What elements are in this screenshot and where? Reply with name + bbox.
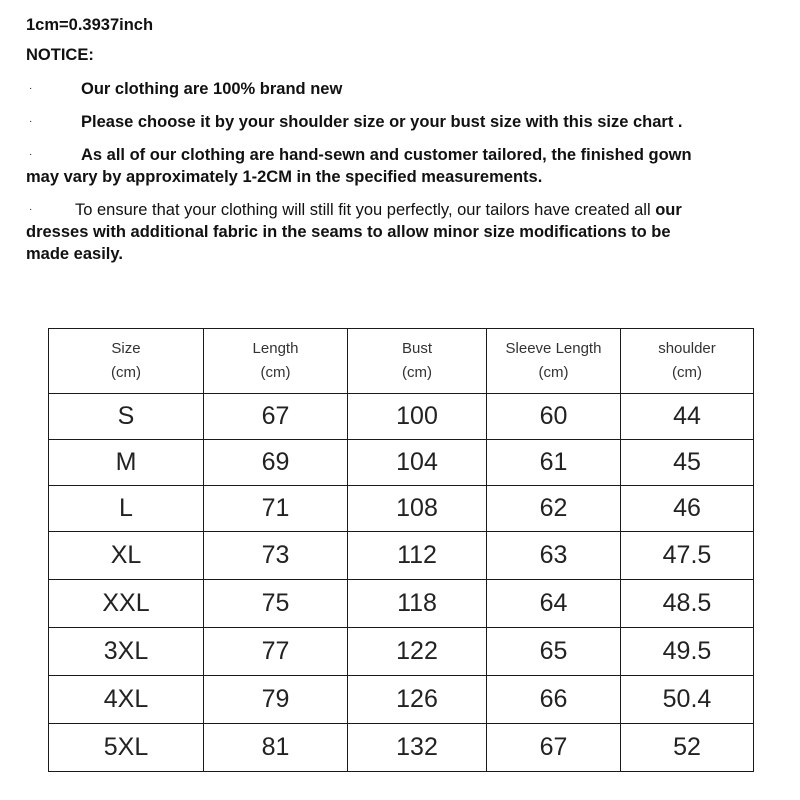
cell-bust: 122 — [348, 628, 487, 676]
cell-sleeve-length: 60 — [487, 394, 621, 440]
cell-length: 69 — [204, 440, 348, 486]
cell-length: 67 — [204, 394, 348, 440]
cell-size: XL — [49, 532, 204, 580]
cell-shoulder: 44 — [621, 394, 754, 440]
cell-bust: 126 — [348, 676, 487, 724]
cell-shoulder: 47.5 — [621, 532, 754, 580]
notice-item — [26, 199, 766, 265]
table-row — [49, 724, 754, 772]
cell-bust: 108 — [348, 486, 487, 532]
notice-item — [26, 144, 766, 188]
cell-length: 75 — [204, 580, 348, 628]
notice-section — [26, 14, 766, 276]
cell-sleeve-length: 66 — [487, 676, 621, 724]
cell-size: 4XL — [49, 676, 204, 724]
cell-size: M — [49, 440, 204, 486]
table-row — [49, 628, 754, 676]
bullet-icon: · — [29, 83, 33, 94]
table-row — [49, 394, 754, 440]
cell-shoulder: 48.5 — [621, 580, 754, 628]
table-row — [49, 532, 754, 580]
cell-size: S — [49, 394, 204, 440]
header-length: Length (cm) — [204, 329, 348, 394]
cell-shoulder: 46 — [621, 486, 754, 532]
cell-bust: 118 — [348, 580, 487, 628]
cell-sleeve-length: 67 — [487, 724, 621, 772]
table-row — [49, 676, 754, 724]
notice-item-text: Our clothing are 100% brand new — [81, 80, 343, 98]
notice-item-text-continued: may vary by approximately 1-2CM in the specified measurements. — [26, 168, 543, 186]
bullet-icon: · — [29, 116, 33, 127]
table-row — [49, 580, 754, 628]
cell-bust: 100 — [348, 394, 487, 440]
notice-item-text-bold: our — [655, 201, 682, 219]
cell-sleeve-length: 63 — [487, 532, 621, 580]
size-chart-table — [48, 328, 754, 772]
cell-bust: 132 — [348, 724, 487, 772]
notice-item — [26, 78, 766, 100]
cell-length: 77 — [204, 628, 348, 676]
cell-size: 5XL — [49, 724, 204, 772]
cell-length: 71 — [204, 486, 348, 532]
bullet-icon: · — [29, 204, 33, 215]
cell-size: L — [49, 486, 204, 532]
cell-sleeve-length: 62 — [487, 486, 621, 532]
cell-length: 73 — [204, 532, 348, 580]
table-row — [49, 440, 754, 486]
cell-sleeve-length: 65 — [487, 628, 621, 676]
cell-sleeve-length: 61 — [487, 440, 621, 486]
header-shoulder: shoulder (cm) — [621, 329, 754, 394]
cell-size: XXL — [49, 580, 204, 628]
bullet-icon: · — [29, 149, 33, 160]
notice-item-text-continued: dresses with additional fabric in the seams to allow minor size modifications to be — [26, 223, 671, 241]
table-row — [49, 486, 754, 532]
notice-item-text: Please choose it by your shoulder size or your bust size with this size chart . — [81, 113, 683, 131]
cell-shoulder: 49.5 — [621, 628, 754, 676]
header-bust: Bust (cm) — [348, 329, 487, 394]
cell-shoulder: 45 — [621, 440, 754, 486]
notice-item-text: As all of our clothing are hand-sewn and customer tailored, the finished gown — [81, 146, 692, 164]
notice-item — [26, 111, 766, 133]
cell-length: 79 — [204, 676, 348, 724]
header-size: Size (cm) — [49, 329, 204, 394]
header-sleeve-length: Sleeve Length (cm) — [487, 329, 621, 394]
cell-bust: 104 — [348, 440, 487, 486]
cell-bust: 112 — [348, 532, 487, 580]
cell-shoulder: 50.4 — [621, 676, 754, 724]
notice-item-text: To ensure that your clothing will still fit you perfectly, our tailors have created all — [75, 201, 656, 219]
unit-conversion: 1cm=0.3937inch — [26, 16, 154, 34]
cell-sleeve-length: 64 — [487, 580, 621, 628]
cell-size: 3XL — [49, 628, 204, 676]
cell-length: 81 — [204, 724, 348, 772]
notice-item-text-continued: made easily. — [26, 245, 123, 263]
notice-heading: NOTICE: — [26, 46, 94, 64]
table-header-row — [49, 329, 754, 394]
cell-shoulder: 52 — [621, 724, 754, 772]
